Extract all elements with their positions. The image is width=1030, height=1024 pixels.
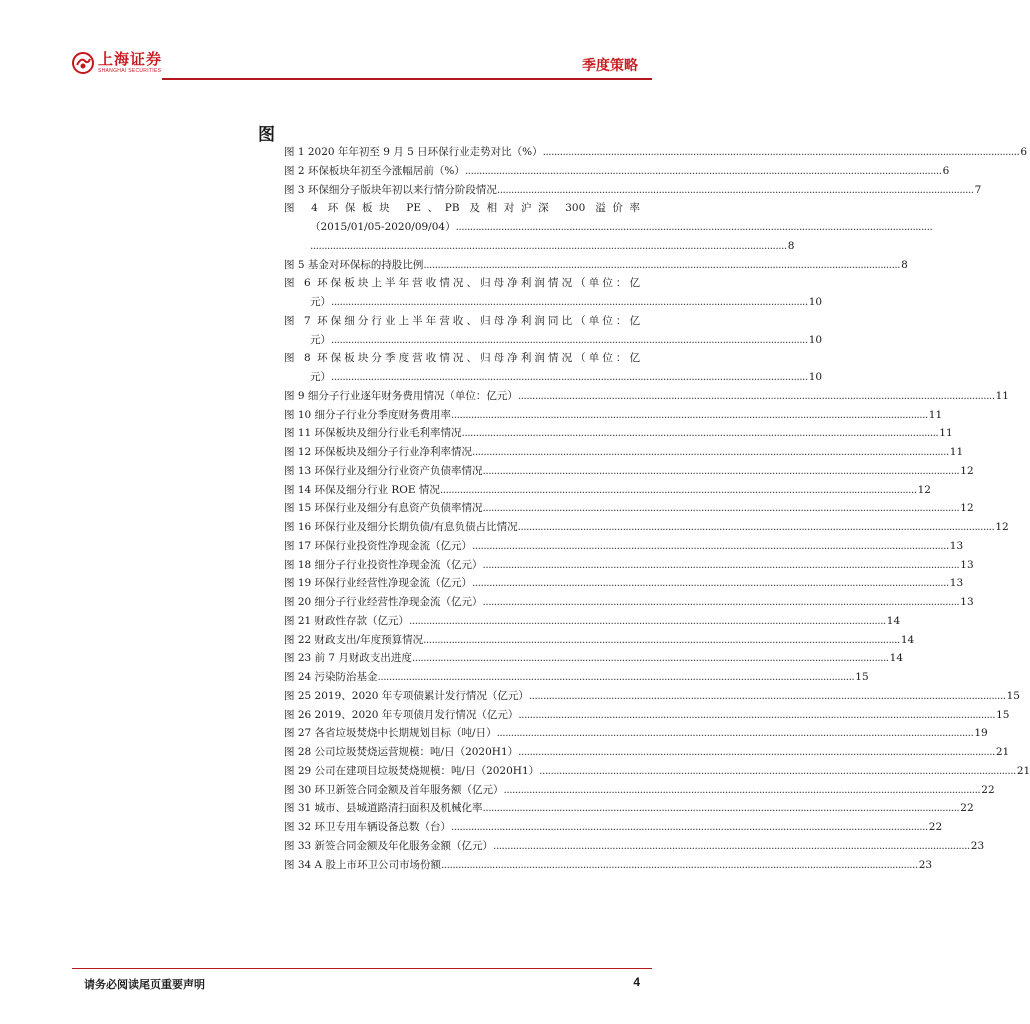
toc-entry-label: 图 34 A 股上市环卫公司市场份额	[284, 858, 441, 871]
toc-entry[interactable]	[284, 199, 640, 218]
toc-entry-label: 图 29 公司在建项目垃圾焚烧规模：吨/日（2020H1）	[284, 764, 540, 777]
toc-entry-label: 图 5 基金对环保标的持股比例	[284, 258, 424, 271]
toc-entry[interactable]	[284, 818, 943, 837]
toc-entry-page: 8	[787, 239, 795, 252]
toc-entry[interactable]	[284, 368, 823, 387]
toc-entry-label: 图 17 环保行业投资性净现金流（亿元）	[284, 539, 473, 552]
toc-entry[interactable]	[284, 706, 1010, 725]
toc-entry-label: 图 1 2020 年年初至 9 月 5 日环保行业走势对比（%）	[284, 146, 543, 158]
toc-entry-label: 图 16 环保行业及细分长期负债/有息负债占比情况	[284, 521, 518, 533]
toc-entry-page: 10	[808, 371, 823, 383]
toc-dot-leader	[504, 781, 981, 800]
toc-entry-label: 图 33 新签合同金额及年化服务金额（亿元）	[284, 839, 494, 852]
toc-dot-leader	[409, 612, 886, 631]
toc-dot-leader	[497, 181, 974, 200]
toc-dot-leader	[441, 856, 918, 875]
toc-dot-leader	[518, 387, 995, 406]
toc-entry-page: 11	[939, 427, 953, 440]
toc-dot-leader	[539, 762, 1016, 781]
toc-entry-page: 7	[974, 183, 982, 196]
toc-dot-leader	[451, 406, 928, 425]
logo-english-name: SHANGHAI SECURITIES	[98, 68, 162, 74]
toc-dot-leader	[472, 537, 949, 556]
page-number: 4	[633, 975, 640, 989]
toc-entry[interactable]	[284, 256, 908, 275]
toc-dot-leader	[310, 237, 787, 256]
toc-entry[interactable]	[284, 743, 1010, 762]
toc-entry[interactable]	[284, 837, 985, 856]
company-logo	[72, 52, 162, 74]
toc-entry-label: 图 20 细分子行业经营性净现金流（亿元）	[284, 596, 483, 608]
toc-entry[interactable]	[284, 612, 901, 631]
toc-entry-label: 图 25 2019、2020 年专项债累计发行情况（亿元）	[284, 689, 529, 702]
toc-entry-page: 14	[900, 633, 915, 646]
toc-entry-label: 图 19 环保行业经营性净现金流（亿元）	[284, 577, 473, 590]
toc-entry-page: 11	[949, 446, 964, 458]
toc-entry-page: 12	[995, 521, 1009, 533]
toc-dot-leader	[493, 837, 970, 856]
header-divider	[162, 78, 652, 80]
toc-entry-page: 21	[995, 746, 1010, 758]
toc-entry-label: 图 14 环保及细分行业 ROE 情况	[284, 483, 440, 496]
toc-entry[interactable]	[284, 762, 1030, 781]
toc-dot-leader	[472, 443, 949, 462]
toc-entry-label: 图 26 2019、2020 年专项债月发行情况（亿元）	[284, 708, 519, 721]
toc-entry[interactable]	[284, 143, 1028, 162]
toc-entry[interactable]	[284, 668, 869, 687]
toc-entry[interactable]	[284, 406, 943, 425]
report-type-label: 季度策略	[582, 58, 638, 74]
toc-entry-page: 15	[1006, 689, 1020, 702]
toc-entry-label: （2015/01/05-2020/09/04）	[310, 221, 456, 233]
toc-entry[interactable]	[284, 424, 953, 443]
toc-dot-leader	[472, 574, 949, 593]
toc-dot-leader	[483, 593, 960, 612]
disclaimer-note: 请务必阅读尾页重要声明	[84, 978, 205, 991]
toc-dot-leader	[423, 256, 900, 275]
toc-entry-label: 图 30 环卫新签合同金额及首年服务额（亿元）	[284, 783, 504, 796]
toc-entry-label: 图 9 细分子行业逐年财务费用情况（单位：亿元）	[284, 389, 518, 402]
toc-entry-page: 8	[901, 258, 908, 271]
toc-dot-leader	[483, 799, 960, 818]
toc-entry-label: 图 3 环保细分子版块年初以来行情分阶段情况	[284, 183, 497, 196]
page-header	[0, 0, 724, 100]
toc-entry-label: 图 11 环保板块及细分行业毛利率情况	[284, 427, 462, 440]
toc-dot-leader	[412, 649, 889, 668]
toc-entry-page: 12	[960, 502, 974, 515]
toc-dot-leader	[497, 724, 974, 743]
toc-entry-page: 6	[942, 164, 950, 177]
toc-entry-page: 10	[808, 333, 823, 346]
toc-entry-label: 图 21 财政性存款（亿元）	[284, 614, 410, 627]
toc-entry-label: 元）	[310, 296, 331, 308]
toc-entry-label: 图 12 环保板块及细分子行业净利率情况	[284, 446, 473, 458]
toc-entry-label: 图 15 环保行业及细分有息资产负债率情况	[284, 502, 483, 515]
toc-entry-page: 22	[928, 821, 943, 833]
toc-entry[interactable]	[284, 631, 915, 650]
toc-entry-page: 13	[949, 539, 964, 552]
toc-entry[interactable]	[284, 518, 1009, 537]
toc-dot-leader	[518, 706, 995, 725]
toc-entry-page: 10	[808, 296, 823, 308]
toc-entry-page: 23	[970, 839, 985, 852]
toc-dot-leader	[331, 331, 808, 350]
toc-dot-leader	[543, 143, 1020, 162]
toc-dot-leader	[331, 293, 808, 312]
toc-entry[interactable]	[284, 331, 823, 350]
toc-entry-page: 15	[996, 708, 1010, 721]
toc-entry[interactable]	[284, 481, 931, 500]
toc-dot-leader	[378, 668, 855, 687]
toc-entry-page: 21	[1016, 764, 1030, 777]
toc-entry-label: 图 32 环卫专用车辆设备总数（台）	[284, 821, 452, 833]
toc-entry-label: 图 10 细分子行业分季度财务费用率	[284, 408, 452, 421]
toc-entry-page: 22	[960, 802, 974, 815]
toc-dot-leader	[518, 518, 995, 537]
toc-heading: 图	[258, 125, 275, 145]
toc-entry[interactable]	[284, 293, 823, 312]
toc-dot-leader	[483, 499, 960, 518]
toc-entry[interactable]	[284, 593, 974, 612]
toc-entry-label: 图 22 财政支出/年度预算情况	[284, 633, 424, 646]
toc-entry-label: 图 31 城市、县城道路清扫面积及机械化率	[284, 802, 483, 815]
logo-chinese-name: 上海证券	[98, 50, 163, 68]
toc-entry[interactable]	[284, 649, 904, 668]
toc-entry-page: 12	[960, 464, 974, 477]
toc-entry-label: 元）	[310, 333, 331, 346]
toc-entry[interactable]	[284, 687, 1020, 706]
footer-divider	[72, 968, 652, 969]
toc-entry[interactable]	[284, 556, 974, 575]
logo-icon	[72, 52, 94, 74]
toc-entry-page: 15	[855, 671, 869, 683]
toc-entry-label: 图 27 各省垃圾焚烧中长期规划目标（吨/日）	[284, 727, 497, 740]
toc-entry-label: 图 4 环保板块 PE、PB 及相对沪深 300 溢价率	[284, 202, 640, 215]
toc-dot-leader	[529, 687, 1006, 706]
toc-dot-leader	[518, 743, 995, 762]
toc-entry[interactable]	[284, 856, 933, 875]
toc-entry[interactable]	[284, 237, 795, 256]
toc-entry-page: 13	[949, 577, 964, 590]
toc-entry-label: 图 18 细分子行业投资性净现金流（亿元）	[284, 558, 483, 571]
toc-entry[interactable]	[284, 274, 640, 293]
toc-dot-leader	[462, 424, 939, 443]
toc-entry[interactable]	[284, 181, 982, 200]
toc-entry[interactable]	[284, 162, 950, 181]
toc-entry-page: 11	[928, 408, 943, 421]
toc-entry[interactable]	[284, 462, 974, 481]
toc-dot-leader	[423, 631, 900, 650]
toc-entry-page: 14	[886, 614, 901, 627]
toc-entry-label: 图 6 环保板块上半年营收情况、归母净利润情况（单位：亿	[284, 277, 640, 290]
toc-entry-page: 11	[995, 389, 1009, 402]
toc-entry-label: 图 13 环保行业及细分行业资产负债率情况	[284, 464, 483, 477]
toc-entry-label: 图 23 前 7 月财政支出进度	[284, 652, 412, 665]
toc-entry-label: 图 28 公司垃圾焚烧运营规模：吨/日（2020H1）	[284, 746, 519, 758]
toc-entry-label: 图 7 环保细分行业上半年营收、归母净利润同比（单位：亿	[284, 314, 640, 327]
toc-entry-page: 22	[981, 783, 995, 796]
toc-entry-page: 14	[889, 652, 904, 665]
toc-dot-leader	[331, 368, 808, 387]
toc-entry-label: 图 24 污染防治基金	[284, 671, 378, 683]
toc-entry[interactable]	[284, 537, 964, 556]
toc-entry-label: 图 8 环保板块分季度营收情况、归母净利润情况（单位：亿	[284, 352, 640, 365]
toc-entry[interactable]	[284, 724, 988, 743]
toc-entry-page: 13	[960, 596, 974, 608]
toc-entry-page: 12	[917, 483, 931, 496]
toc-dot-leader	[483, 556, 960, 575]
toc-dot-leader	[440, 481, 917, 500]
toc-entry[interactable]	[284, 349, 640, 368]
toc-entry[interactable]	[284, 443, 964, 462]
toc-dot-leader	[456, 218, 933, 237]
toc-entry-page: 23	[918, 858, 933, 871]
figure-table-of-contents	[284, 143, 1030, 874]
toc-entry-label: 图 2 环保板块年初至今涨幅居前（%）	[284, 164, 465, 177]
toc-entry[interactable]	[284, 781, 995, 800]
toc-entry[interactable]	[284, 218, 640, 237]
toc-entry-page: 13	[960, 558, 974, 571]
toc-entry[interactable]	[284, 312, 640, 331]
toc-entry-page: 6	[1020, 146, 1028, 158]
toc-dot-leader	[483, 462, 960, 481]
toc-entry[interactable]	[284, 499, 974, 518]
toc-entry-page: 19	[974, 727, 988, 740]
toc-entry[interactable]	[284, 574, 964, 593]
toc-entry[interactable]	[284, 799, 974, 818]
toc-entry-label: 元）	[310, 371, 331, 383]
toc-dot-leader	[451, 818, 928, 837]
toc-dot-leader	[465, 162, 942, 181]
toc-entry[interactable]	[284, 387, 1009, 406]
